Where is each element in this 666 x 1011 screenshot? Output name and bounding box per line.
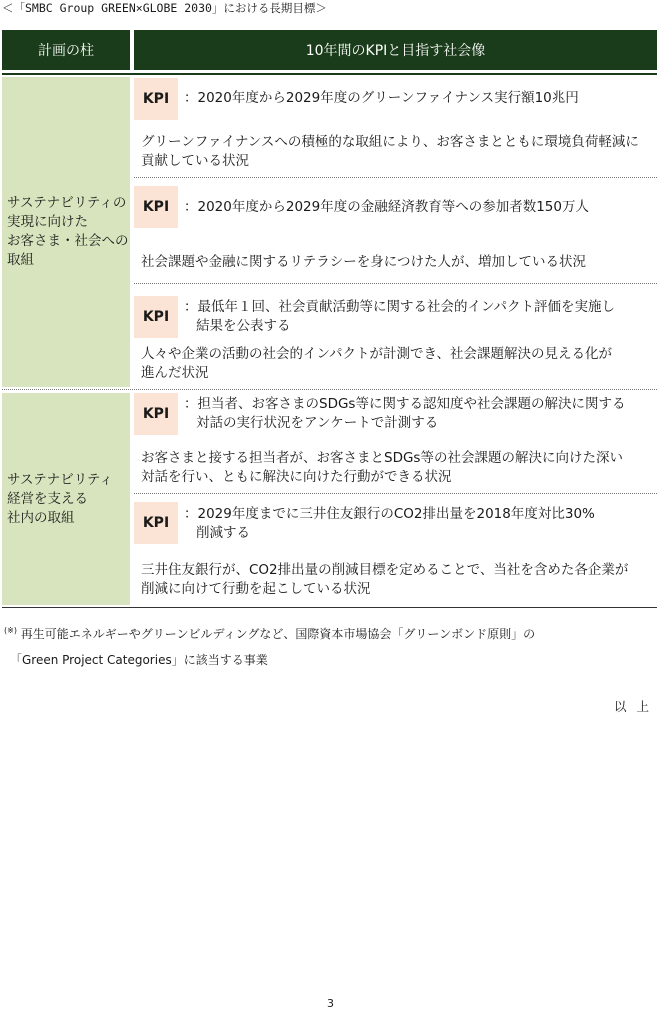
vision-text: 人々や企業の活動の社会的インパクトが計測でき、社会課題解決の見える化が 進んだ状況 (141, 346, 613, 381)
header-rule (2, 73, 657, 75)
kpi-badge: KPI (134, 393, 178, 435)
pillar-2-cell (2, 393, 130, 605)
kpi-badge: KPI (134, 296, 178, 338)
pillar-1-label: サステナビリティの 実現に向けた お客さま・社会への 取組 (7, 195, 129, 268)
kpi-badge: KPI (134, 502, 178, 544)
footnote: (※) 再生可能エネルギーやグリーンビルディングなど、国際資本市場協会「グリーンボンド原則」の 「Green Project Categories」に該当する事業 (4, 626, 536, 667)
row-divider (134, 177, 657, 178)
page-number: 3 (327, 997, 334, 1010)
vision-text: 社会課題や金融に関するリテラシーを身につけた人が、増加している状況 (141, 254, 586, 270)
kpi-badge: KPI (134, 78, 178, 120)
pillar-1-cell (2, 77, 130, 387)
vision-text: 三井住友銀行が、CO2排出量の削減目標を定めることで、当社を含めた各企業が 削減に向けて行動を起こしている状況 (141, 562, 629, 597)
kpi-text: ：2020年度から2029年度のグリーンファイナンス実行額10兆円 (184, 90, 579, 106)
kpi-text: ：2029年度までに三井住友銀行のCO2排出量を2018年度対比30% 削減する (184, 506, 595, 541)
pillar-2-label: サステナビリティ 経営を支える 社内の取組 (7, 471, 113, 526)
document-title: ＜「SMBC Group GREEN×GLOBE 2030」における長期目標＞ (2, 1, 327, 15)
row-divider (134, 283, 657, 284)
kpi-badge: KPI (134, 186, 178, 228)
header-pillar: 計画の柱 (2, 30, 130, 70)
closing-mark: 以上 (614, 699, 660, 714)
row-divider (134, 493, 657, 494)
vision-text: グリーンファイナンスへの積極的な取組により、お客さまとともに環境負荷軽減に 貢献している状況 (141, 134, 639, 169)
footnote-marker: (※) (4, 626, 17, 635)
table-bottom-rule (2, 607, 657, 608)
vision-text: お客さまと接する担当者が、お客さまとSDGs等の社会課題の解決に向けた深い 対話を行い、ともに解決に向けた行動ができる状況 (141, 450, 623, 485)
kpi-text: ：2020年度から2029年度の金融経済教育等への参加者数150万人 (184, 199, 589, 215)
header-kpi-vision: 10年間のKPIと目指す社会像 (134, 30, 657, 70)
kpi-text: ：担当者、お客さまのSDGs等に関する認知度や社会課題の解決に関する 対話の実行状況をアンケートで計測する (184, 396, 626, 431)
pillar-divider (2, 389, 657, 390)
kpi-text: ：最低年１回、社会貢献活動等に関する社会的インパクト評価を実施し 結果を公表する (184, 299, 616, 334)
